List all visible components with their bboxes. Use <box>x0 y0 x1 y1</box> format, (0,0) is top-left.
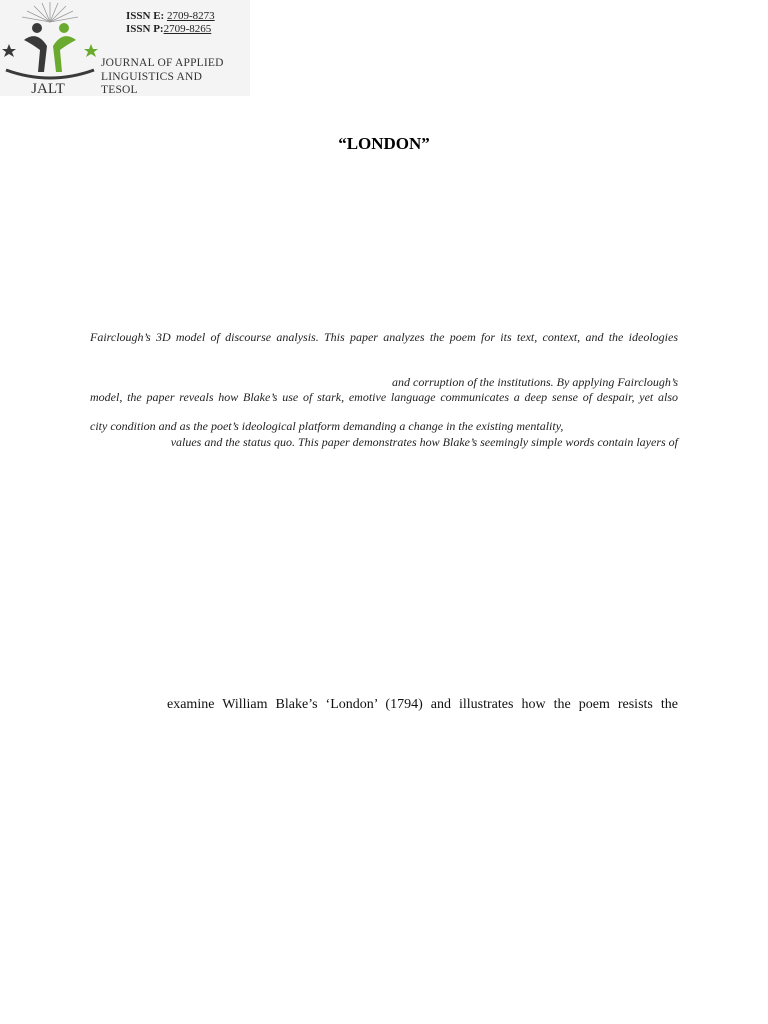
abstract-line: city condition and as the poet’s ideological platform demanding a change in the existing mentality, <box>90 419 564 433</box>
body-text-line: examine William Blake’s ‘London’ (1794) and illustrates how the poem resists the <box>167 697 678 712</box>
issn-p <box>126 23 211 35</box>
journal-header-banner <box>0 0 250 96</box>
abstract-line: model, the paper reveals how Blake’s use of stark, emotive language communicates a deep sense of despair, yet also <box>90 390 678 404</box>
issn-e <box>126 10 215 22</box>
issn-p-number[interactable]: 2709-8265 <box>163 23 212 35</box>
issn-e-label: ISSN E: <box>126 10 167 22</box>
paper-title: “LONDON” <box>338 134 430 153</box>
journal-name-line: LINGUISTICS AND <box>101 70 203 83</box>
journal-name-line: JOURNAL OF APPLIED <box>101 57 224 69</box>
journal-name <box>101 57 251 98</box>
abstract-line: values and the status quo. This paper demonstrates how Blake’s seemingly simple words contain layers of <box>170 435 678 449</box>
jalt-logo-icon <box>0 0 100 96</box>
issn-p-label: ISSN P: <box>126 23 164 35</box>
abstract-line: Fairclough’s 3D model of discourse analysis. This paper analyzes the poem for its text, context, and the ideologies <box>90 330 678 344</box>
journal-name-line: TESOL <box>101 84 138 96</box>
abstract-line: and corruption of the institutions. By applying Fairclough’s <box>392 375 678 389</box>
issn-e-number[interactable]: 2709-8273 <box>166 10 215 22</box>
logo-text: JALT <box>31 81 65 96</box>
